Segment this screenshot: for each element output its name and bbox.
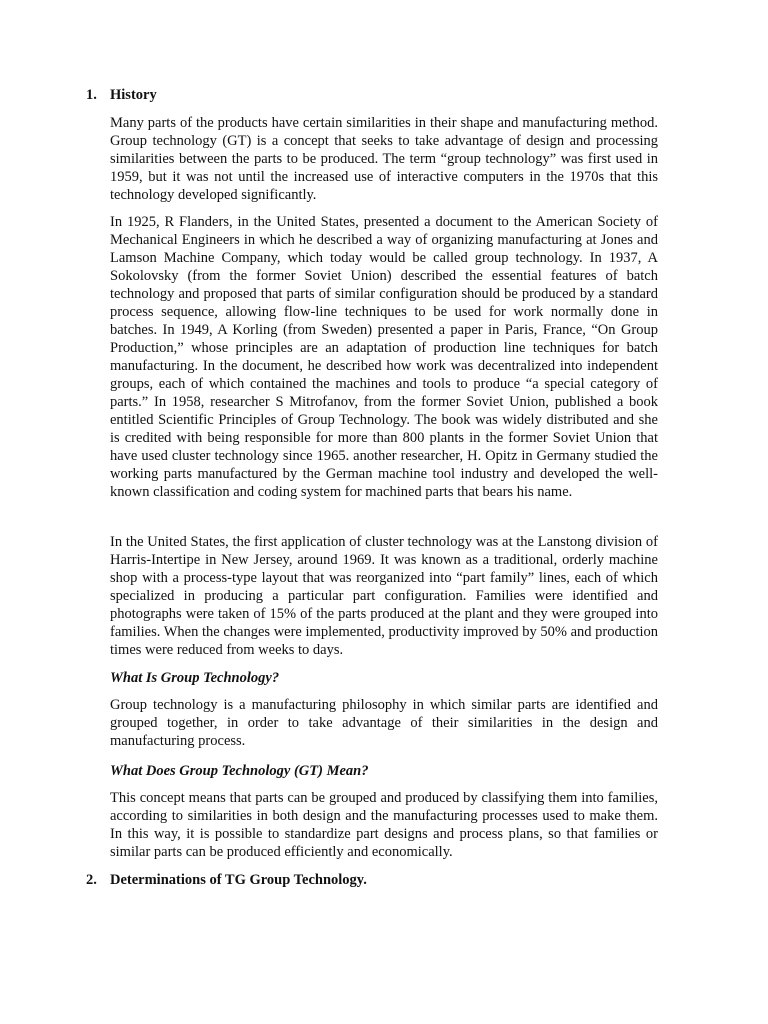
section-heading-history	[86, 86, 157, 104]
section-number: 1.	[86, 87, 97, 103]
section-title: Determinations of TG Group Technology.	[110, 872, 367, 888]
section-title: History	[110, 87, 157, 103]
subheading-what-is-gt: What Is Group Technology?	[110, 670, 280, 686]
paragraph-intro: Many parts of the products have certain similarities in their shape and manufacturing method. Group technology (GT) is a concept that seeks to take advantage of design and processing similarities between the parts to be produced. The term “group technology” was first used in 1959, but it was not until the increased use of interactive computers in the 1970s that this technology developed significantly.	[110, 115, 658, 203]
subheading-what-does-gt-mean: What Does Group Technology (GT) Mean?	[110, 763, 369, 779]
section-number: 2.	[86, 872, 97, 888]
paragraph-gt-meaning: This concept means that parts can be grouped and produced by classifying them into families, according to similarities in both design and the manufacturing processes used to make them. In this way, it is possible to standardize part designs and process plans, so that families or similar parts can be produced efficiently and economically.	[110, 790, 658, 860]
section-heading-determinations	[86, 871, 367, 889]
paragraph-gt-definition: Group technology is a manufacturing philosophy in which similar parts are identified and grouped together, in order to take advantage of their similarities in the design and manufacturing process.	[110, 697, 658, 749]
paragraph-early-history: In 1925, R Flanders, in the United States, presented a document to the American Society of Mechanical Engineers in which he described a way of organizing manufacturing at Jones and Lamson Machine Company, which today would be called group technology. In 1937, A Sokolovsky (from the former Soviet Union) described the essential features of batch technology and proposed that parts of similar configuration should be produced by a standard process sequence, allowing flow-line techniques to be used for work normally done in batches. In 1949, A Korling (from Sweden) presented a paper in Paris, France, “On Group Production,” whose principles are an adaptation of production line techniques for batch manufacturing. In the document, he described how work was decentralized into independent groups, each of which contained the machines and tools to produce “a special category of parts.” In 1958, researcher S Mitrofanov, from the former Soviet Union, published a book entitled Scientific Principles of Group Technology. The book was widely distributed and she is credited with being responsible for more than 800 plants in the former Soviet Union that have used cluster technology since 1965. another researcher, H. Opitz in Germany studied the working parts manufactured by the German machine tool industry and developed the well-known classification and coding system for machined parts that bears his name.	[110, 214, 658, 500]
paragraph-us-application: In the United States, the first application of cluster technology was at the Lanstong division of Harris-Intertipe in New Jersey, around 1969. It was known as a traditional, orderly machine shop with a process-type layout that was reorganized into “part family” lines, each of which specialized in producing a particular part configuration. Families were identified and photographs were taken of 15% of the parts produced at the plant and they were grouped into families. When the changes were implemented, productivity improved by 50% and production times were reduced from weeks to days.	[110, 534, 658, 658]
